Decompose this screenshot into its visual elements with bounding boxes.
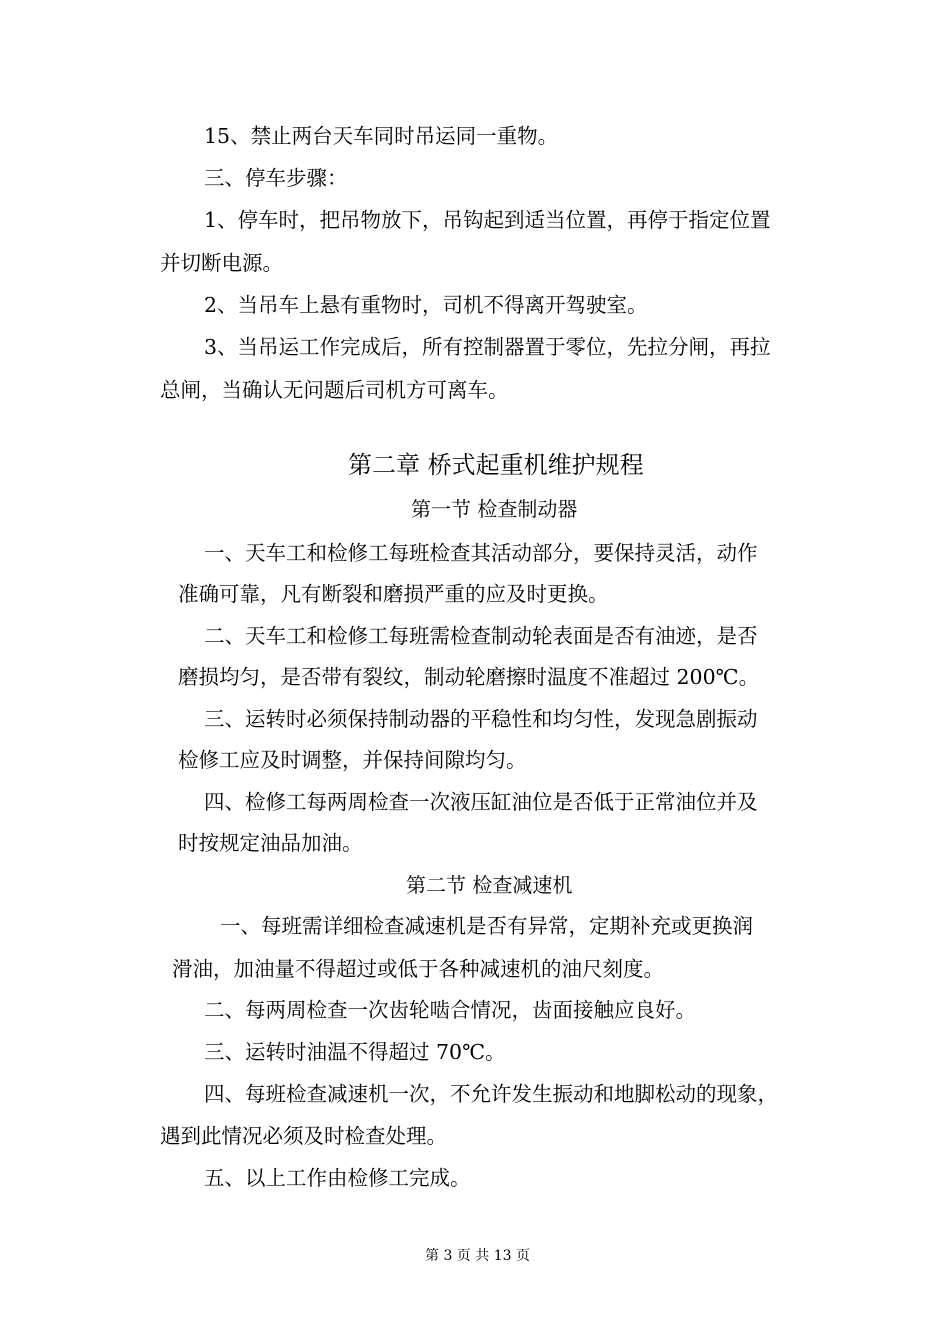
section-1-item-1-line-1: 一、天车工和检修工每班检查其活动部分，要保持灵活，动作 [204,541,758,565]
section-1-item-4-line-1: 四、检修工每两周检查一次液压缸油位是否低于正常油位并及 [204,790,758,814]
section-2-item-1-line-1: 一、每班需详细检查减速机是否有异常，定期补充或更换润 [220,914,753,938]
section-1-item-1-line-2: 准确可靠，凡有断裂和磨损严重的应及时更换。 [178,582,609,606]
section-1-item-4-line-2: 时按规定油品加油。 [178,831,363,855]
section-1-item-3-line-2: 检修工应及时调整，并保持间隙均匀。 [178,748,527,772]
stop-step-2: 2、当吊车上悬有重物时，司机不得离开驾驶室。 [204,293,648,317]
rule-15: 15、禁止两台天车同时吊运同一重物。 [204,124,559,148]
section-2-item-4-line-1: 四、每班检查减速机一次，不允许发生振动和地脚松动的现象， [204,1082,778,1106]
section-2-item-3: 三、运转时油温不得超过 70℃。 [204,1040,506,1064]
section-1-item-2-line-1: 二、天车工和检修工每班需检查制动轮表面是否有油迹，是否 [204,624,758,648]
section-1-item-3-line-1: 三、运转时必须保持制动器的平稳性和均匀性，发现急剧振动 [204,707,758,731]
stop-step-1-line-1: 1、停车时，把吊物放下，吊钩起到适当位置，再停于指定位置 [204,208,771,232]
stop-step-3-line-1: 3、当吊运工作完成后，所有控制器置于零位，先拉分闸，再拉 [204,335,771,359]
section-2-item-5: 五、以上工作由检修工完成。 [204,1166,471,1190]
chapter-title: 第二章 桥式起重机维护规程 [348,451,644,479]
section-1-item-2-line-2: 磨损均匀，是否带有裂纹，制动轮磨擦时温度不准超过 200℃。 [178,665,760,689]
stop-step-3-line-2: 总闸，当确认无问题后司机方可离车。 [160,378,509,402]
section-2-item-2: 二、每两周检查一次齿轮啮合情况，齿面接触应良好。 [204,998,696,1022]
stop-steps-heading: 三、停车步骤： [204,166,348,190]
section-2-item-1-line-2: 滑油，加油量不得超过或低于各种减速机的油尺刻度。 [172,957,664,981]
page-number-footer: 第 3 页 共 13 页 [425,1248,530,1264]
stop-step-1-line-2: 并切断电源。 [160,251,283,275]
section-1-title: 第一节 检查制动器 [411,497,578,521]
section-2-item-4-line-2: 遇到此情况必须及时检查处理。 [160,1124,447,1148]
section-2-title: 第二节 检查减速机 [406,873,573,897]
